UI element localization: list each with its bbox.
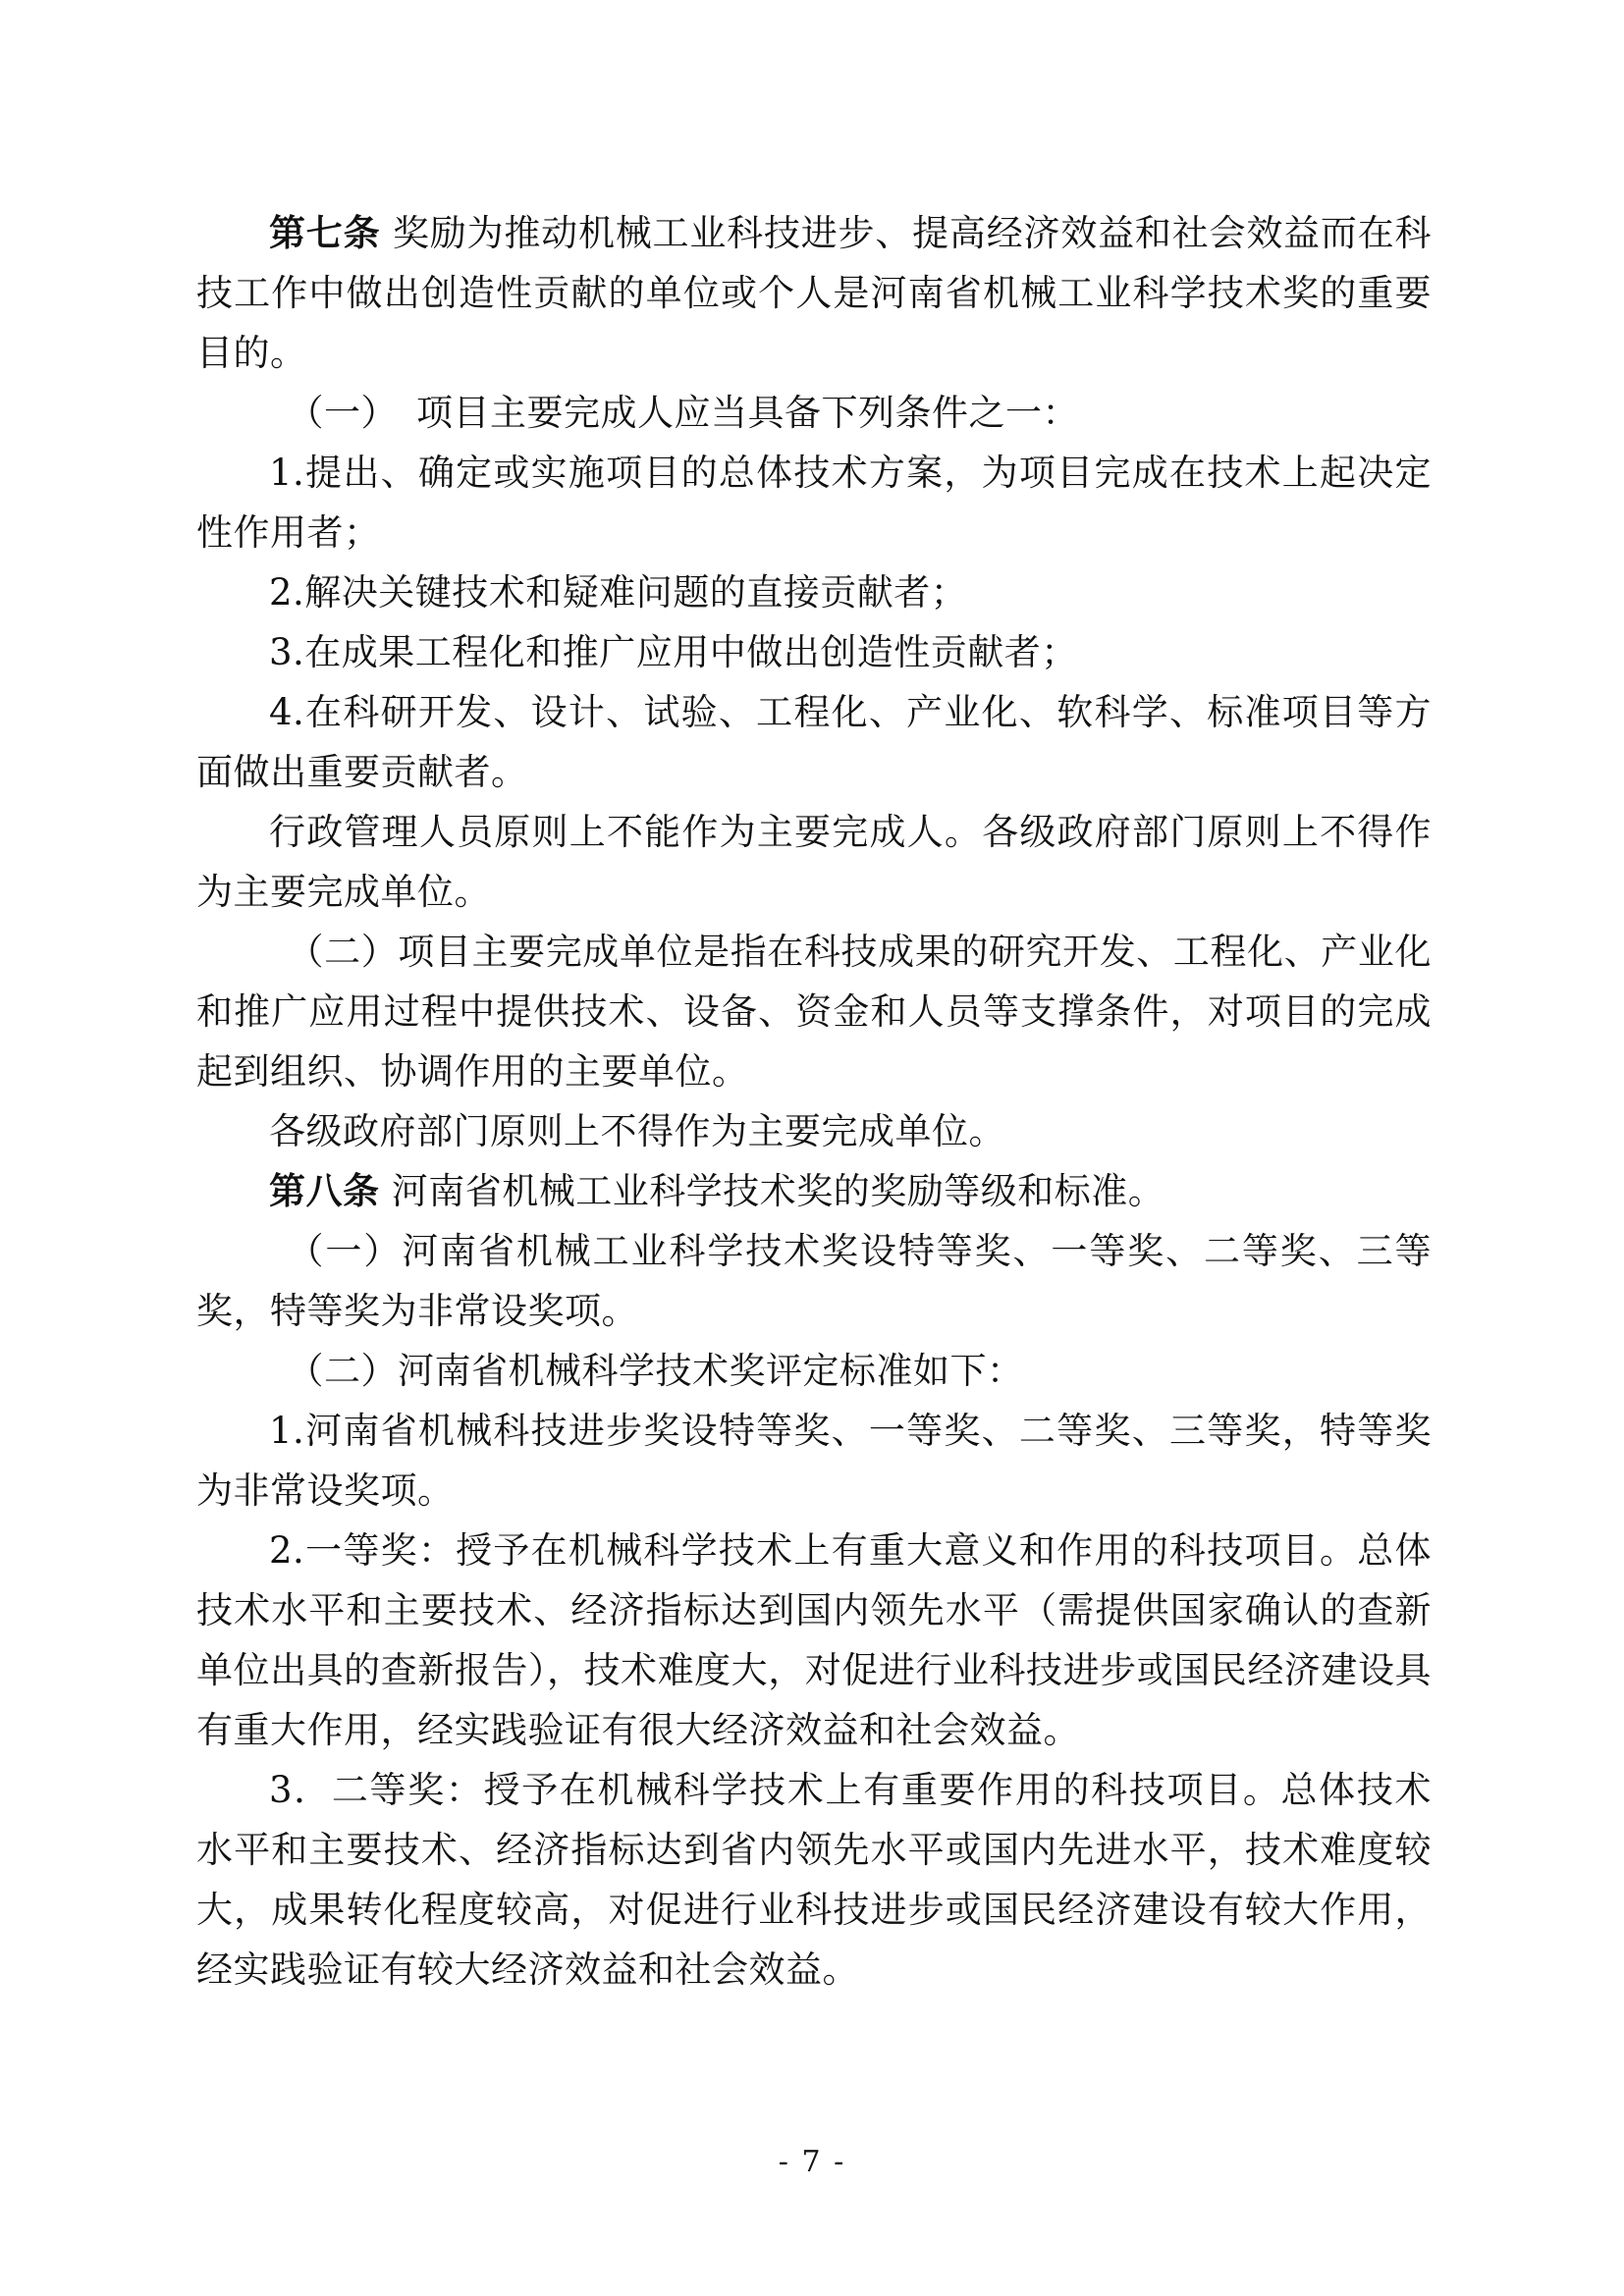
award-standard-second-prize: 3．二等奖：授予在机械科学技术上有重要作用的科技项目。总体技术水平和主要技术、经济指标达到省内领先水平或国内先进水平，技术难度较大，成果转化程度较高，对促进行业科技进步或国民经济建设有较大作用，经实践验证有较大经济效益和社会效益。 <box>196 1769 1432 1991</box>
document-body <box>196 203 1432 2000</box>
article-7-paragraph <box>196 203 1432 383</box>
article-8-text: 河南省机械工业科学技术奖的奖励等级和标准。 <box>391 1170 1165 1212</box>
article-7-text: 奖励为推动机械工业科技进步、提高经济效益和社会效益而在科技工作中做出创造性贡献的单位或个人是河南省机械工业科学技术奖的重要目的。 <box>196 212 1433 374</box>
condition-3: 3.在成果工程化和推广应用中做出创造性贡献者； <box>269 631 1078 673</box>
article-8-item-1: （一）河南省机械工业科学技术奖设特等奖、一等奖、二等奖、三等奖，特等奖为非常设奖项。 <box>196 1230 1432 1332</box>
article-8-heading: 第八条 <box>269 1169 380 1212</box>
subsection-1-intro: （一） 项目主要完成人应当具备下列条件之一： <box>287 392 1079 434</box>
page-number: - 7 - <box>778 2145 846 2179</box>
condition-2: 2.解决关键技术和疑难问题的直接贡献者； <box>269 571 968 614</box>
award-standard-1: 1.河南省机械科技进步奖设特等奖、一等奖、二等奖、三等奖，特等奖为非常设奖项。 <box>196 1410 1432 1512</box>
subsection-2-units: （二）项目主要完成单位是指在科技成果的研究开发、工程化、产业化和推广应用过程中提供技术、设备、资金和人员等支撑条件，对项目的完成起到组织、协调作用的主要单位。 <box>196 931 1432 1093</box>
article-7-heading: 第七条 <box>269 211 381 254</box>
article-8-paragraph <box>196 1161 1432 1221</box>
admin-staff-note: 行政管理人员原则上不能作为主要完成人。各级政府部门原则上不得作为主要完成单位。 <box>196 811 1432 913</box>
government-note: 各级政府部门原则上不得作为主要完成单位。 <box>269 1110 1005 1152</box>
condition-4: 4.在科研开发、设计、试验、工程化、产业化、软科学、标准项目等方面做出重要贡献者。 <box>196 691 1432 793</box>
condition-1: 1.提出、确定或实施项目的总体技术方案，为项目完成在技术上起决定性作用者； <box>196 452 1432 554</box>
article-8-item-2: （二）河南省机械科学技术奖评定标准如下： <box>287 1350 1024 1392</box>
award-standard-first-prize: 2.一等奖：授予在机械科学技术上有重大意义和作用的科技项目。总体技术水平和主要技术、经济指标达到国内领先水平（需提供国家确认的查新单位出具的查新报告），技术难度大，对促进行业科技进步或国民经济建设具有重大作用，经实践验证有很大经济效益和社会效益。 <box>196 1529 1432 1751</box>
